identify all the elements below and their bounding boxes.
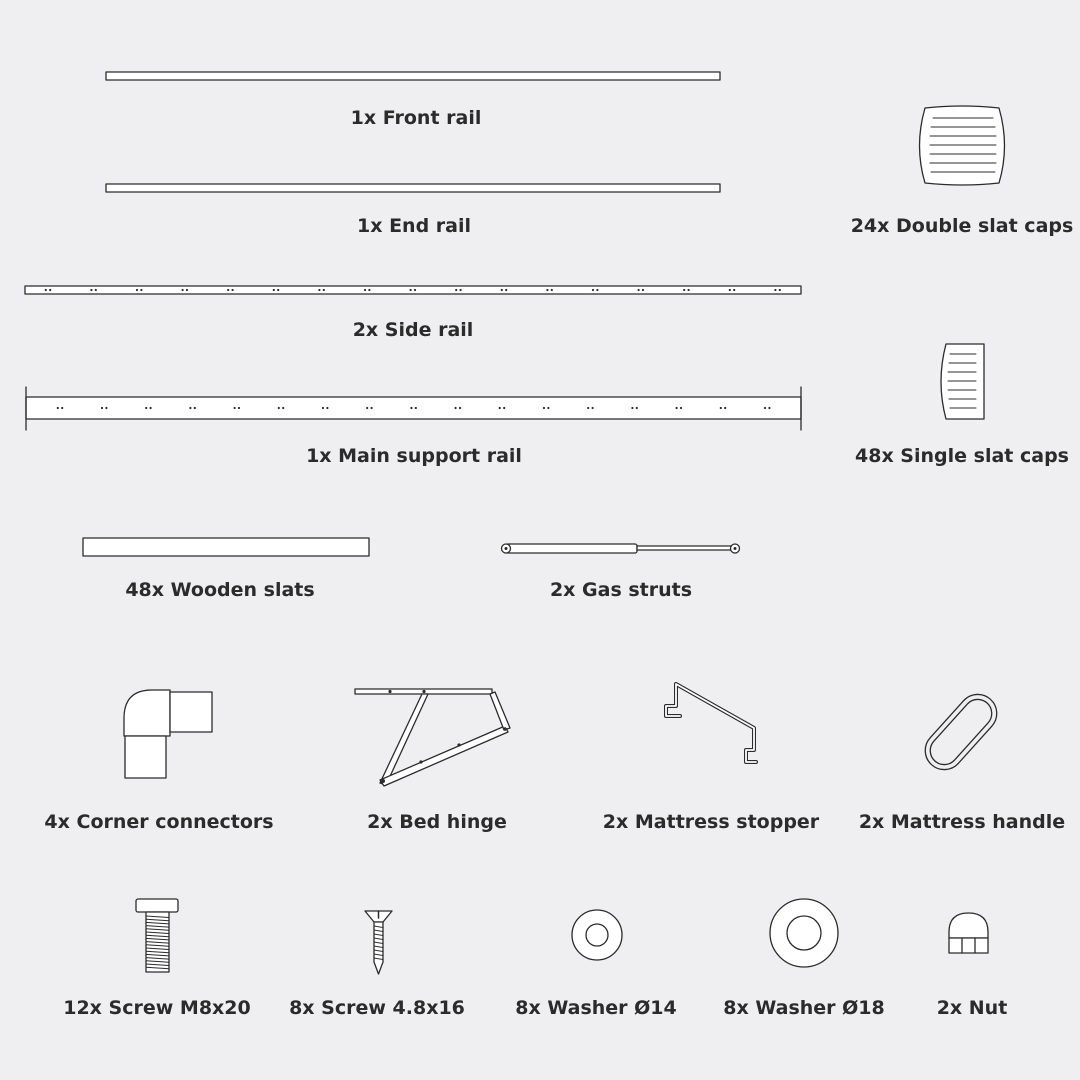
- main-rail-hole: [238, 407, 240, 409]
- corner-connectors-label: 4x Corner connectors: [44, 811, 274, 833]
- main-rail-hole: [764, 407, 766, 409]
- wooden-slats-label: 48x Wooden slats: [125, 579, 315, 601]
- main-rail-hole: [680, 407, 682, 409]
- side-rail-hole: [551, 289, 553, 291]
- side-rail-hole: [592, 289, 594, 291]
- side-rail-hole: [318, 289, 320, 291]
- side-rail-hole: [596, 289, 598, 291]
- side-rail-hole: [546, 289, 548, 291]
- main-rail-hole: [636, 407, 638, 409]
- main-rail-hole: [503, 407, 505, 409]
- washer-18-label: 8x Washer Ø18: [723, 997, 885, 1019]
- main-support-rail-drawing: [26, 387, 801, 430]
- side-rail-hole: [140, 289, 142, 291]
- side-rail-hole: [638, 289, 640, 291]
- side-rail-hole: [642, 289, 644, 291]
- side-rail-hole: [45, 289, 47, 291]
- mattress-handle-drawing: [917, 687, 1004, 778]
- side-rail-hole: [232, 289, 234, 291]
- mattress-handle-label: 2x Mattress handle: [858, 811, 1066, 833]
- gas-struts-label: 2x Gas struts: [549, 579, 693, 601]
- screw-4-8x16-drawing: [365, 911, 392, 974]
- nut-drawing: [949, 913, 988, 953]
- main-rail-hole: [587, 407, 589, 409]
- main-rail-hole: [543, 407, 545, 409]
- side-rail-hole: [49, 289, 51, 291]
- main-rail-hole: [61, 407, 63, 409]
- main-rail-hole: [592, 407, 594, 409]
- side-rail-hole: [688, 289, 690, 291]
- wooden-slat-drawing: [83, 538, 369, 556]
- side-rail-label: 2x Side rail: [352, 319, 474, 341]
- washer-18-drawing: [770, 899, 838, 967]
- main-rail-hole: [101, 407, 103, 409]
- washer-14-label: 8x Washer Ø14: [515, 997, 677, 1019]
- side-rail-hole: [501, 289, 503, 291]
- front-rail-drawing: [106, 72, 720, 80]
- double-slat-caps-label: 24x Double slat caps: [850, 215, 1074, 237]
- main-rail-hole: [326, 407, 328, 409]
- washer-14-drawing: [572, 910, 622, 960]
- main-rail-hole: [150, 407, 152, 409]
- side-rail-hole: [460, 289, 462, 291]
- main-rail-hole: [547, 407, 549, 409]
- main-rail-hole: [499, 407, 501, 409]
- side-rail-hole: [136, 289, 138, 291]
- double-slat-cap-drawing: [920, 106, 1005, 185]
- side-rail-hole: [186, 289, 188, 291]
- mattress-stopper-drawing: [666, 684, 756, 762]
- side-rail-hole: [364, 289, 366, 291]
- side-rail-hole: [505, 289, 507, 291]
- side-rail-hole: [368, 289, 370, 291]
- main-rail-hole: [278, 407, 280, 409]
- main-rail-hole: [455, 407, 457, 409]
- front-rail-label: 1x Front rail: [350, 107, 482, 129]
- main-rail-hole: [724, 407, 726, 409]
- side-rail-hole: [729, 289, 731, 291]
- side-rail-hole: [455, 289, 457, 291]
- main-rail-hole: [410, 407, 412, 409]
- side-rail-hole: [683, 289, 685, 291]
- single-slat-cap-drawing: [941, 344, 984, 419]
- bed-hinge-label: 2x Bed hinge: [367, 811, 507, 833]
- gas-strut-drawing: [502, 544, 740, 553]
- main-rail-hole: [322, 407, 324, 409]
- main-support-rail-label: 1x Main support rail: [306, 445, 522, 467]
- mattress-stopper-label: 2x Mattress stopper: [602, 811, 820, 833]
- corner-connector-drawing: [124, 690, 212, 778]
- main-rail-hole: [194, 407, 196, 409]
- main-rail-hole: [105, 407, 107, 409]
- end-rail-label: 1x End rail: [356, 215, 472, 237]
- main-rail-hole: [768, 407, 770, 409]
- main-rail-hole: [145, 407, 147, 409]
- main-rail-hole: [366, 407, 368, 409]
- side-rail-hole: [95, 289, 97, 291]
- main-rail-hole: [282, 407, 284, 409]
- main-rail-hole: [676, 407, 678, 409]
- side-rail-hole: [227, 289, 229, 291]
- side-rail-hole: [182, 289, 184, 291]
- screw-m8x20-label: 12x Screw M8x20: [63, 997, 251, 1019]
- main-rail-hole: [631, 407, 633, 409]
- main-rail-hole: [57, 407, 59, 409]
- side-rail-hole: [323, 289, 325, 291]
- screw-m8x20-drawing: [136, 899, 178, 972]
- single-slat-caps-label: 48x Single slat caps: [855, 445, 1069, 467]
- side-rail-hole: [277, 289, 279, 291]
- side-rail-hole: [90, 289, 92, 291]
- nut-label: 2x Nut: [936, 997, 1008, 1019]
- side-rail-hole: [774, 289, 776, 291]
- side-rail-hole: [779, 289, 781, 291]
- side-rail-hole: [733, 289, 735, 291]
- side-rail-hole: [273, 289, 275, 291]
- main-rail-hole: [234, 407, 236, 409]
- side-rail-hole: [414, 289, 416, 291]
- main-rail-hole: [189, 407, 191, 409]
- side-rail-hole: [410, 289, 412, 291]
- main-rail-hole: [415, 407, 417, 409]
- main-rail-hole: [720, 407, 722, 409]
- screw-4-8x16-label: 8x Screw 4.8x16: [289, 997, 465, 1019]
- side-rail-drawing: [25, 286, 801, 294]
- bed-hinge-drawing: [355, 689, 510, 786]
- end-rail-drawing: [106, 184, 720, 192]
- main-rail-hole: [459, 407, 461, 409]
- main-rail-hole: [371, 407, 373, 409]
